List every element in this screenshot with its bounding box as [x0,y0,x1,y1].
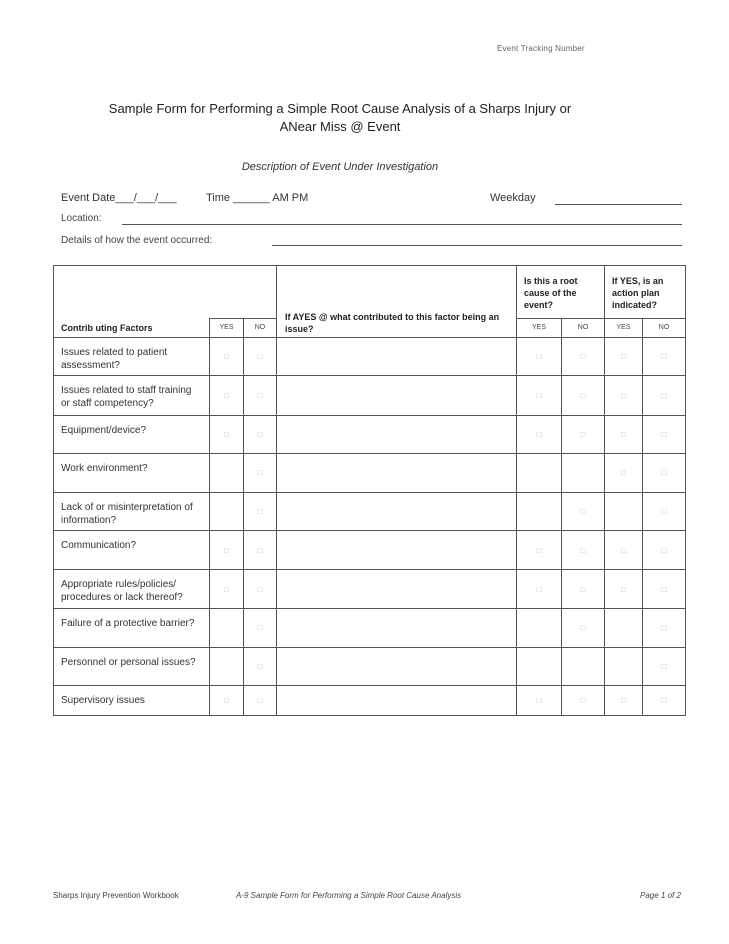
contribution-answer-cell[interactable] [277,686,517,716]
factor-label: Appropriate rules/policies/ procedures or lack thereof? [54,570,210,608]
factor-no-checkbox[interactable]: □ [244,493,277,531]
action-plan-no-checkbox[interactable]: □ [643,570,686,608]
root-cause-no-checkbox[interactable] [562,647,605,685]
factor-label: Equipment/device? [54,415,210,453]
factor-label: Issues related to staff training or staff competency? [54,376,210,415]
factor-no-checkbox[interactable]: □ [244,453,277,492]
action-plan-no-checkbox[interactable]: □ [643,376,686,415]
root-cause-header: Is this a root cause of the event? [517,266,605,319]
table-row [54,415,686,453]
factor-label: Personnel or personal issues? [54,647,210,685]
footer-document-title: A-9 Sample Form for Performing a Simple Root Cause Analysis [236,891,462,900]
details-label: Details of how the event occurred: [61,235,213,246]
contributing-factors-header: Contrib uting Factors [54,318,210,338]
root-cause-yes-checkbox[interactable]: □ [517,531,562,570]
form-title [60,100,620,136]
contribution-answer-cell[interactable] [277,647,517,685]
location-input-line[interactable] [122,224,682,225]
root-cause-yes-checkbox[interactable]: □ [517,376,562,415]
factor-yes-checkbox[interactable]: □ [210,338,244,376]
factor-label: Work environment? [54,453,210,492]
root-cause-yes-checkbox[interactable] [517,493,562,531]
factor-yes-checkbox[interactable] [210,453,244,492]
root-cause-no-header: NO [562,318,605,338]
action-plan-yes-checkbox[interactable] [605,647,643,685]
contribution-answer-cell[interactable] [277,570,517,608]
factor-label: Communication? [54,531,210,570]
table-row [54,493,686,531]
form-subtitle: Description of Event Under Investigation [241,161,439,173]
root-cause-no-checkbox[interactable]: □ [562,376,605,415]
contribution-question-header: If AYES @ what contributed to this factor being an issue? [277,266,517,338]
form-title-line-1: Sample Form for Performing a Simple Root Cause Analysis of a Sharps Injury or [108,101,572,116]
action-plan-yes-checkbox[interactable]: □ [605,376,643,415]
contribution-answer-cell[interactable] [277,453,517,492]
action-plan-yes-checkbox[interactable]: □ [605,415,643,453]
footer-workbook-title: Sharps Injury Prevention Workbook [53,891,179,900]
factor-no-checkbox[interactable]: □ [244,415,277,453]
factor-yes-checkbox[interactable] [210,493,244,531]
action-plan-no-checkbox[interactable]: □ [643,415,686,453]
factor-label: Lack of or misinterpretation of information? [54,493,210,531]
factor-yes-checkbox[interactable] [210,647,244,685]
factor-yes-checkbox[interactable]: □ [210,531,244,570]
factor-yes-checkbox[interactable]: □ [210,686,244,716]
action-plan-yes-checkbox[interactable]: □ [605,453,643,492]
contribution-answer-cell[interactable] [277,531,517,570]
factor-yes-checkbox[interactable]: □ [210,415,244,453]
root-cause-table [53,265,686,716]
action-plan-yes-checkbox[interactable]: □ [605,570,643,608]
action-plan-yes-checkbox[interactable] [605,608,643,647]
event-tracking-number-label: Event Tracking Number [497,44,585,53]
factor-yes-checkbox[interactable] [210,608,244,647]
root-cause-no-checkbox[interactable]: □ [562,608,605,647]
action-plan-no-checkbox[interactable]: □ [643,531,686,570]
factor-no-checkbox[interactable]: □ [244,338,277,376]
weekday-label: Weekday [490,192,536,204]
root-cause-no-checkbox[interactable]: □ [562,570,605,608]
action-plan-header: If YES, is an action plan indicated? [605,266,686,319]
root-cause-yes-checkbox[interactable] [517,647,562,685]
action-plan-no-checkbox[interactable]: □ [643,647,686,685]
action-plan-yes-checkbox[interactable] [605,493,643,531]
action-plan-no-checkbox[interactable]: □ [643,338,686,376]
contribution-answer-cell[interactable] [277,376,517,415]
table-row [54,453,686,492]
factors-header-top [54,266,277,319]
action-plan-no-checkbox[interactable]: □ [643,608,686,647]
root-cause-yes-header: YES [517,318,562,338]
root-cause-no-checkbox[interactable]: □ [562,531,605,570]
root-cause-yes-checkbox[interactable] [517,608,562,647]
factor-no-checkbox[interactable]: □ [244,376,277,415]
factor-label: Failure of a protective barrier? [54,608,210,647]
table-row [54,647,686,685]
action-plan-no-checkbox[interactable]: □ [643,453,686,492]
location-label: Location: [61,213,102,224]
root-cause-no-checkbox[interactable]: □ [562,493,605,531]
table-row [54,686,686,716]
event-date-field[interactable]: Event Date___/___/___ [61,192,177,204]
contribution-answer-cell[interactable] [277,415,517,453]
table-row [54,376,686,415]
factor-no-checkbox[interactable]: □ [244,531,277,570]
root-cause-no-checkbox[interactable]: □ [562,338,605,376]
factor-no-checkbox[interactable]: □ [244,647,277,685]
factor-no-checkbox[interactable]: □ [244,686,277,716]
action-plan-yes-checkbox[interactable]: □ [605,686,643,716]
table-row [54,531,686,570]
action-plan-no-header: NO [643,318,686,338]
yes-column-header: YES [210,318,244,338]
root-cause-no-checkbox[interactable]: □ [562,686,605,716]
form-title-line-2: ANear Miss @ Event [279,119,401,134]
action-plan-no-checkbox[interactable]: □ [643,686,686,716]
root-cause-no-checkbox[interactable]: □ [562,415,605,453]
root-cause-yes-checkbox[interactable]: □ [517,570,562,608]
footer-page-number: Page 1 of 2 [640,891,681,900]
contribution-answer-cell[interactable] [277,493,517,531]
factor-no-checkbox[interactable]: □ [244,570,277,608]
root-cause-yes-checkbox[interactable]: □ [517,415,562,453]
action-plan-yes-checkbox[interactable]: □ [605,338,643,376]
contribution-answer-cell[interactable] [277,338,517,376]
table-row [54,338,686,376]
root-cause-no-checkbox[interactable] [562,453,605,492]
root-cause-yes-checkbox[interactable]: □ [517,686,562,716]
table-row [54,570,686,608]
root-cause-yes-checkbox[interactable] [517,453,562,492]
contribution-answer-cell[interactable] [277,608,517,647]
action-plan-no-checkbox[interactable]: □ [643,493,686,531]
table-row [54,608,686,647]
root-cause-yes-checkbox[interactable]: □ [517,338,562,376]
action-plan-yes-checkbox[interactable]: □ [605,531,643,570]
details-input-line[interactable] [272,245,682,246]
factor-yes-checkbox[interactable]: □ [210,376,244,415]
factor-label: Supervisory issues [54,686,210,716]
factor-yes-checkbox[interactable]: □ [210,570,244,608]
weekday-input-line[interactable] [555,204,682,205]
factor-label: Issues related to patient assessment? [54,338,210,376]
time-field[interactable]: Time ______ AM PM [206,192,309,204]
action-plan-yes-header: YES [605,318,643,338]
no-column-header: NO [244,318,277,338]
factor-no-checkbox[interactable]: □ [244,608,277,647]
